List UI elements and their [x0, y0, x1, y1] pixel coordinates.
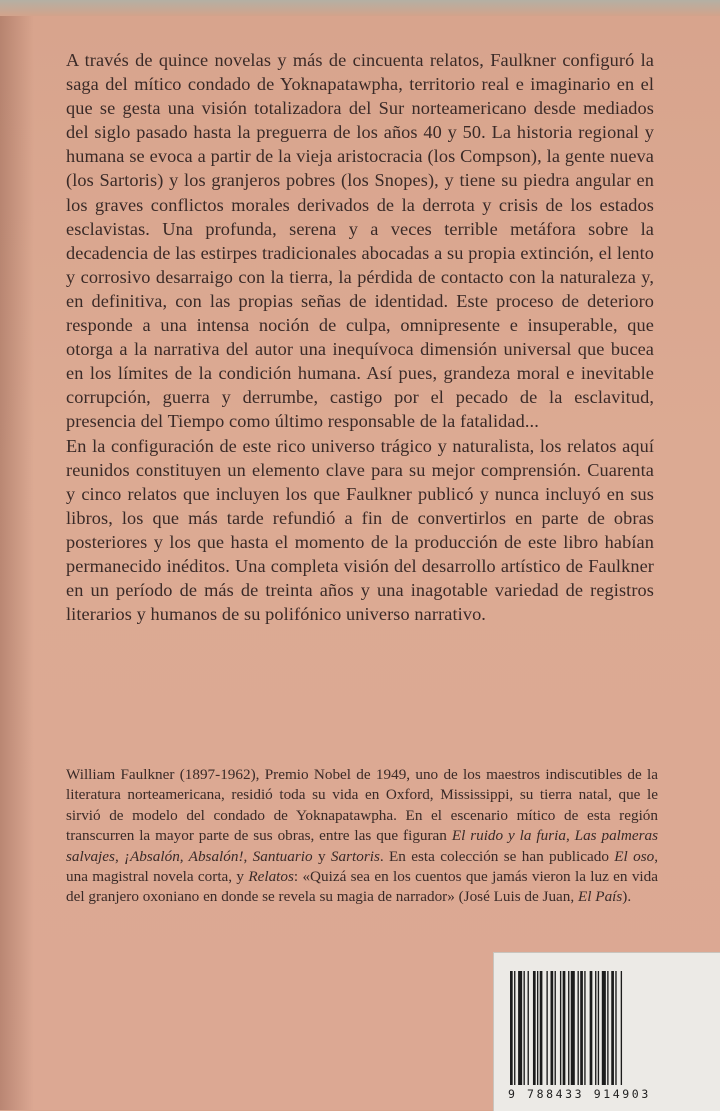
- isbn-number: 9 788433 914903: [508, 1087, 651, 1101]
- top-edge: [0, 0, 720, 16]
- book-title: El oso: [614, 847, 655, 865]
- barcode-label: [493, 952, 720, 1111]
- bio-text: : «Quizá sea en los cuentos que jamás vieron la luz en vida del granjero oxoniano en donde se revela su magia de narrador» (José Luis de Juan,: [66, 868, 658, 906]
- author-bio-text: [66, 765, 658, 908]
- newspaper-title: El País: [578, 888, 623, 906]
- bio-text: ).: [622, 888, 632, 906]
- bio-separator: ,: [565, 827, 575, 845]
- author-bio: [66, 765, 658, 908]
- book-title: Relatos: [248, 868, 294, 886]
- book-description: [66, 48, 654, 626]
- bio-text: . En esta colección se han publicado: [379, 847, 615, 865]
- description-paragraph-2: En la configuración de este rico universo trágico y naturalista, los relatos aquí reunidos constituyen un elemento clave para su mejor comprensión. Cuarenta y cinco relatos que incluyen los que Faulkner publicó y nunca incluyó en sus libros, los que más tarde refundió a fin de convertirlos en parte de obras posteriores y los que hasta el momento de la producción de este libro habían permanecido inéditos. Una completa visión del desarrollo artístico de Faulkner en un período de más de treinta años y una inagotable variedad de registros literarios y humanos de su polifónico universo narrativo.: [66, 435, 654, 625]
- book-title: Sartoris: [330, 847, 380, 865]
- bio-text: , una magistral novela corta, y: [66, 847, 659, 886]
- bio-separator: ,: [114, 847, 125, 865]
- book-title: Santuario: [252, 847, 313, 865]
- spine-shadow: [0, 16, 34, 1110]
- book-title: El ruido y la furia: [451, 827, 566, 845]
- bio-separator: y: [312, 847, 331, 865]
- barcode-icon: [510, 971, 708, 1085]
- bio-separator: ,: [243, 847, 253, 865]
- book-title: Las palmeras salvajes: [66, 827, 659, 865]
- bio-text: William Faulkner (1897-1962), Premio Nobel de 1949, uno de los maestros indiscutibles de la literatura norteamericana, residió toda su vida en Oxford, Mississippi, su tierra natal, que le sirvió de modelo del condado de Yoknapatawpha. En el escenario mítico de esta región transcurren la mayor parte de sus obras, entre las que figuran: [66, 766, 658, 845]
- description-paragraph-1: A través de quince novelas y más de cincuenta relatos, Faulkner configuró la saga del mítico condado de Yoknapatawpha, territorio real e imaginario en el que se gesta una visión totalizadora del Sur norteamericano desde mediados del siglo pasado hasta la preguerra de los años 40 y 50. La historia regional y humana se evoca a partir de la vieja aristocracia (los Compson), la gente nueva (los Sartoris) y los granjeros pobres (los Snopes), y tiene su piedra angular en los graves conflictos morales derivados de la derrota y crisis de los estados esclavistas. Una profunda, serena y a veces terrible metáfora sobre la decadencia de las estirpes tradicionales abocadas a su propia extinción, el lento y corrosivo desarraigo con la tierra, la pérdida de contacto con la naturaleza y, en definitiva, con las propias señas de identidad. Este proceso de deterioro responde a una intensa noción de culpa, omnipresente e insuperable, que otorga a la narrativa del autor una inequívoca dimensión universal que bucea en los límites de la condición humana. Así pues, grandeza moral e inevitable corrupción, guerra y derrumbe, castigo por el pecado de la esclavitud, presencia del Tiempo como último responsable de la fatalidad...: [66, 50, 654, 432]
- book-title: ¡Absalón, Absalón!: [124, 847, 244, 865]
